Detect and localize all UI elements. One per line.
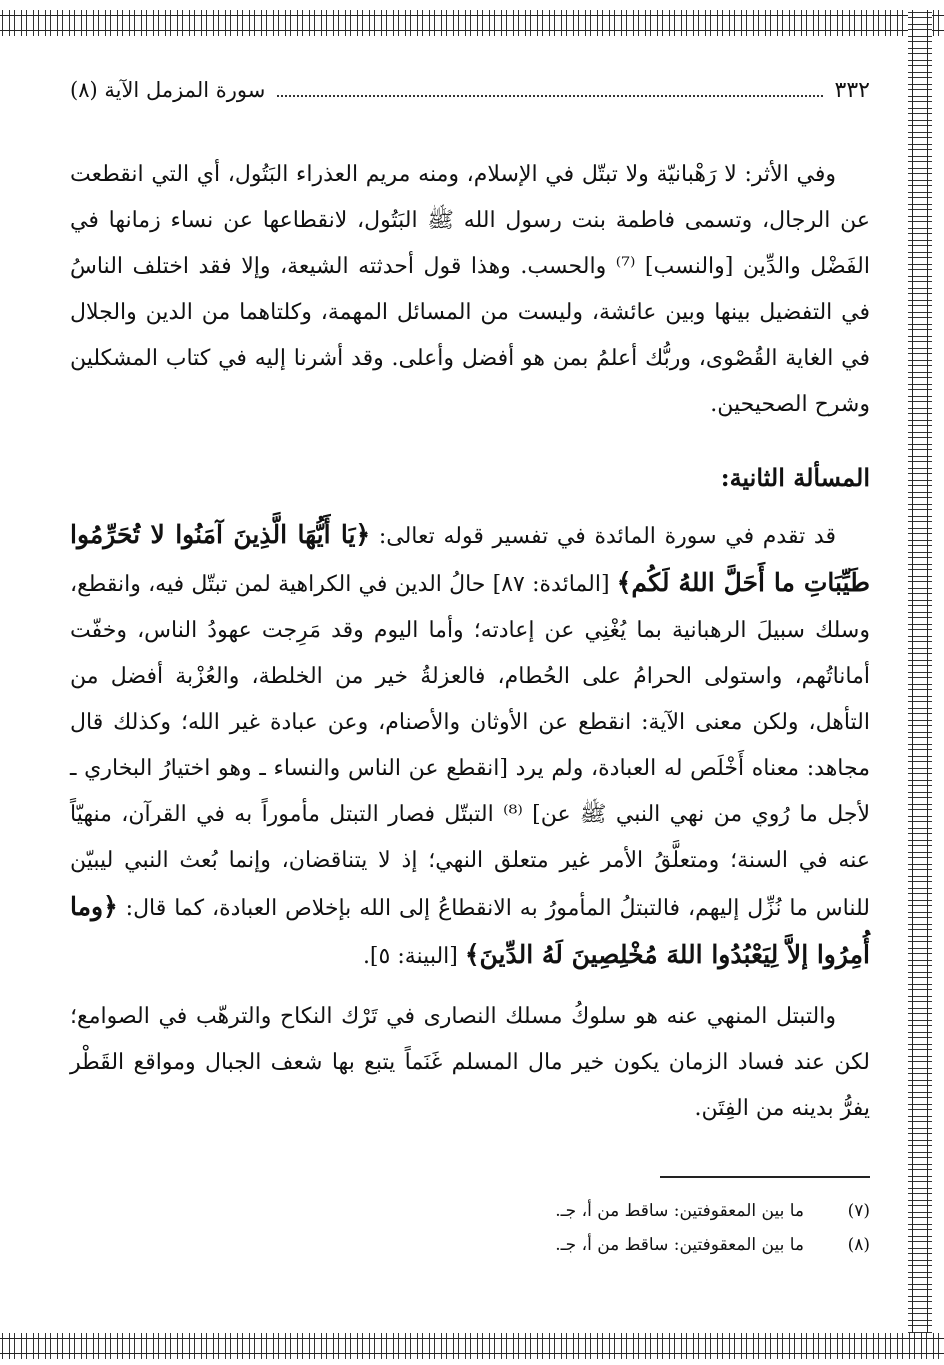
header-dot-leader	[277, 83, 822, 97]
ornamental-border-bottom	[0, 1333, 944, 1359]
paragraph-1: وفي الأثر: لا رَهْبانيّة ولا تبتّل في الإسلام، ومنه مريم العذراء البَتُول، أي التي انقطعت عن الرجال، وتسمى فاطمة بنت رسول الله ﷺ البَتُول، لانقطاعها عن نساء زمانها في الفَضْل والدِّين [والنسب] ⁽⁷⁾ والحسب. وهذا قول أحدثته الشيعة، وإلا فقد اختلف الناسُ في التفضيل بينها وبين عائشة، وليست من المسائل المهمة، وكلتاهما من الدين والجلال في الغاية القُصْوى، وربُّك أعلمُ بمن هو أفضل وأعلى. وقد أشرنا إليه في كتاب المشكلين وشرح الصحيحين.	[70, 162, 870, 417]
subheading: المسألة الثانية:	[720, 463, 870, 492]
header-title: سورة المزمل الآية (٨)	[70, 78, 266, 102]
paragraph-2-intro: قد تقدم في سورة المائدة في تفسير قوله تعالى:	[370, 524, 836, 549]
quran-verse-2: ﴿وما أُمِرُوا إلاَّ لِيَعْبُدُوا اللهَ مُخْلِصِينَ لَهُ الدِّينَ﴾	[70, 892, 870, 969]
footnote-text: ما بين المعقوفتين: ساقط من أ، جـ.	[555, 1234, 804, 1255]
running-header	[70, 78, 870, 118]
footnote-7	[70, 1194, 870, 1228]
footnote-rule	[660, 1176, 870, 1178]
paragraph-2	[70, 512, 870, 980]
quran-verse-1: ﴿يَا أَيُّهَا الَّذِينَ آمَنُوا لا تُحَرِّمُوا طَيِّبَاتِ ما أَحَلَّ اللهُ لَكُم﴾	[70, 520, 871, 597]
page-content	[70, 78, 870, 1262]
footnotes	[70, 1194, 870, 1262]
ornamental-border-right	[908, 10, 932, 1359]
footnote-number: (٧)	[847, 1200, 870, 1221]
paragraph-3: والتبتل المنهي عنه هو سلوكُ مسلك النصارى في تَرْك النكاح والترهّب في الصوامع؛ لكن عند فساد الزمان يكون خير مال المسلم غَنَماً يتبع بها شعف الجبال ومواقع القَطْر يفرُّ بدينه من الفِتَن.	[70, 1004, 870, 1121]
footnote-8	[70, 1228, 870, 1262]
paragraph-2-end: [البينة: ٥].	[362, 944, 465, 969]
footnote-text: ما بين المعقوفتين: ساقط من أ، جـ.	[555, 1200, 804, 1221]
page-number: ٣٣٢	[834, 78, 870, 103]
paragraph-2-body: [المائدة: ٨٧] حالُ الدين في الكراهية لمن تبتّل فيه، وانقطع، وسلك سبيلَ الرهبانية بما يُغْنِي عن إعادته؛ وأما اليوم وقد مَرِجت عهودُ الناس، وخفّت أماناتُهم، واستولى الحرامُ على الحُطام، فالعزلةُ خير من الخلطة، والعُزْبة أفضل من التأهل، ولكن معنى الآية: انقطع عن الأوثان والأصنام، وعن عبادة غير الله؛ وكذلك قال مجاهد: معناه أَخْلَص له العبادة، ولم يرد [انقطع عن الناس والنساء ـ وهو اختيارُ البخاري ـ لأجل ما رُوي من نهي النبي ﷺ عن] ⁽⁸⁾ التبتّل فصار التبتل مأموراً به في القرآن، منهيّاً عنه في السنة؛ ومتعلَّقُ الأمر غير متعلق النهي؛ إذ لا يتناقضان، وإنما بُعث النبي ليبيّن للناس ما نُزِّل إليهم، فالتبتلُ المأمورُ به الانقطاعُ إلى الله بإخلاص العبادة، كما قال:	[70, 572, 870, 921]
ornamental-border-top	[0, 10, 944, 36]
footnote-number: (٨)	[847, 1234, 870, 1255]
